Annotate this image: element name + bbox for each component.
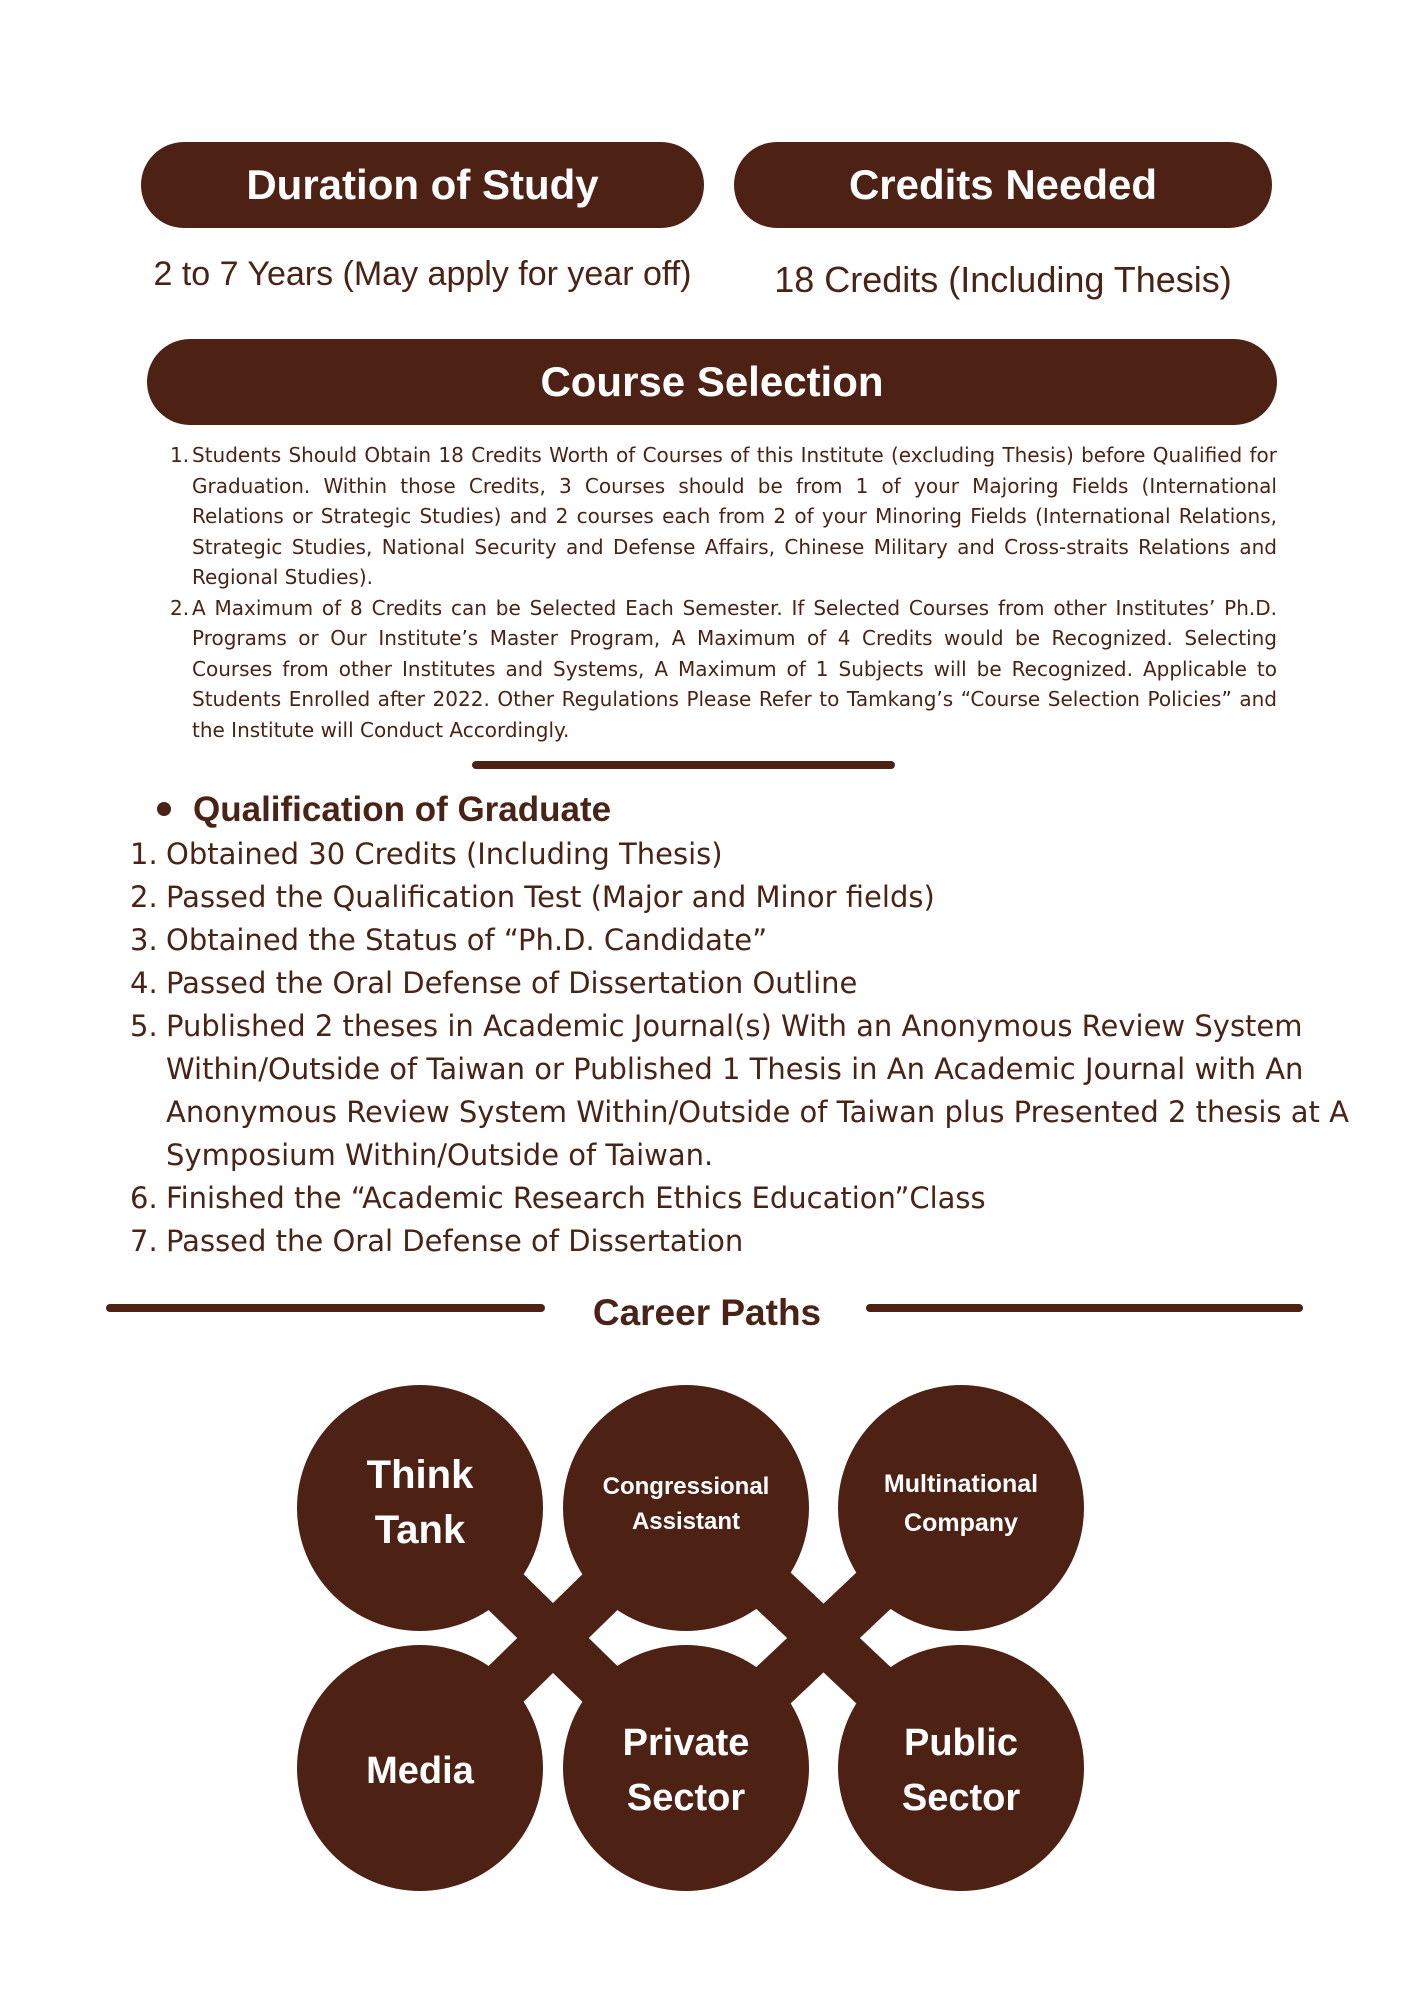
career-label-line2: Assistant — [631, 1508, 741, 1535]
item-number: 5. — [130, 1009, 158, 1043]
career-circle — [297, 1385, 543, 1631]
career-label-line1: Media — [366, 1750, 474, 1792]
career-label-line1: Congressional — [602, 1473, 770, 1500]
career-circle-shape — [838, 1385, 1084, 1631]
item-number: 7. — [130, 1224, 158, 1258]
career-circle — [563, 1385, 809, 1631]
credits-value: 18 Credits (Including Thesis) — [774, 259, 1232, 300]
career-circle — [563, 1645, 809, 1891]
career-label-line1: Public — [903, 1722, 1019, 1764]
career-label-line1: Think — [366, 1453, 474, 1497]
item-number: 2. — [170, 595, 190, 620]
item-text: Obtained the Status of “Ph.D. Candidate” — [166, 923, 768, 957]
career-circle — [838, 1385, 1084, 1631]
item-text: Passed the Qualification Test (Major and Minor fields) — [166, 880, 935, 914]
credits-heading-text: Credits Needed — [848, 161, 1158, 208]
item-number: 3. — [130, 923, 158, 957]
item-text: A Maximum of 8 Credits can be Selected Each Semester. If Selected Courses from other Institutes’ Ph.D. Programs or Our Institute’s Master Program, A Maximum of 4 Credits would be Recognized. Selecting Courses from other Institutes and Systems, A Maximum of 1 Subjects will be Recognized. Applicable to Students Enrolled after 2022. Other Regulations Please Refer to Tamkang’s “Course Selection Policies” and the Institute will Conduct Accordingly. — [192, 595, 1277, 742]
duration-value: 2 to 7 Years (May apply for year off) — [153, 255, 692, 293]
item-number: 1. — [170, 443, 190, 467]
item-text: Passed the Oral Defense of Dissertation — [166, 1224, 744, 1258]
career-circle — [297, 1645, 543, 1891]
career-label-line1: Private — [622, 1722, 750, 1764]
qualification-heading-text: Qualification of Graduate — [193, 790, 612, 829]
career-circle-shape — [838, 1645, 1084, 1891]
item-text: Students Should Obtain 18 Credits Worth of Courses of this Institute (excluding Thesis) before Qualified for Graduation. Within those Credits, 3 Courses should be from 1 of your Majoring Fields (International Relations or Strategic Studies) and 2 courses each from 2 of your Minoring Fields (International Relations, Strategic Studies, National Security and Defense Affairs, Chinese Military and Cross-straits Relations and Regional Studies). — [192, 443, 1277, 589]
career-circle-shape — [563, 1645, 809, 1891]
item-text: Passed the Oral Defense of Dissertation Outline — [166, 966, 858, 1000]
career-label-line2: Tank — [374, 1508, 466, 1552]
item-number: 4. — [130, 966, 158, 1000]
career-label-line1: Multinational — [883, 1470, 1039, 1498]
item-text: Published 2 theses in Academic Journal(s) With an Anonymous Review System Within/Outside of Taiwan or Published 1 Thesis in An Academic Journal with An Anonymous Review System Within/Outside of Taiwan plus Presented 2 thesis at A Symposium Within/Outside of Taiwan. — [166, 1009, 1349, 1172]
item-text: Obtained 30 Credits (Including Thesis) — [166, 837, 723, 871]
career-label-line2: Sector — [901, 1777, 1021, 1819]
career-circle — [838, 1645, 1084, 1891]
item-number: 1. — [130, 837, 158, 871]
career-label-line2: Company — [904, 1509, 1018, 1537]
duration-heading-text: Duration of Study — [246, 161, 599, 208]
career-label-line2: Sector — [626, 1777, 746, 1819]
item-number: 2. — [130, 880, 158, 914]
course-selection-heading-text: Course Selection — [540, 358, 884, 405]
item-number: 6. — [130, 1181, 158, 1215]
item-text: Finished the “Academic Research Ethics Education”Class — [166, 1181, 986, 1215]
career-paths-heading: Career Paths — [592, 1292, 822, 1333]
